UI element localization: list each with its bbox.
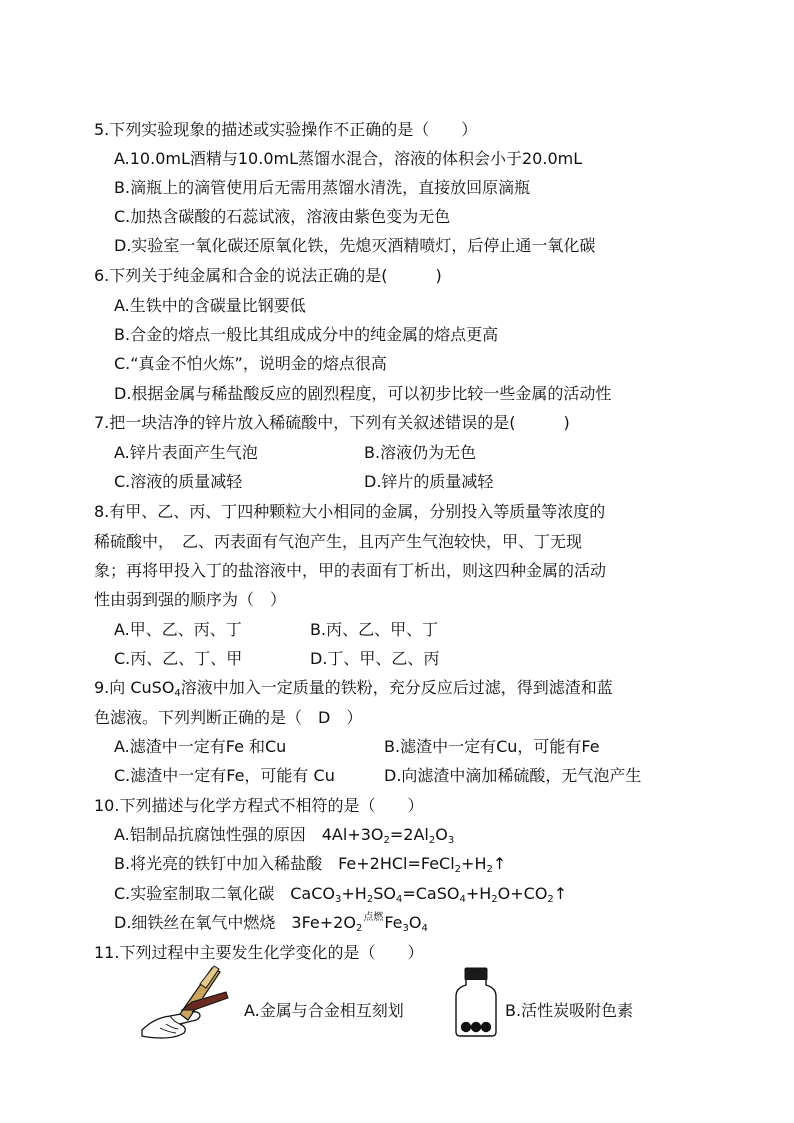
q8-stem-line1: 8.有甲、乙、丙、丁四种颗粒大小相同的金属，分别投入等质量等浓度的	[94, 502, 606, 521]
q5-option-a: A.10.0mL酒精与10.0mL蒸馏水混合，溶液的体积会小于20.0mL	[114, 149, 583, 168]
scratching-metals-illustration	[140, 962, 232, 1042]
q7-stem: 7.把一块洁净的锌片放入稀硫酸中，下列有关叙述错误的是( )	[94, 413, 570, 432]
reaction-condition: 点燃	[363, 912, 384, 923]
q10-option-a: A.铝制品抗腐蚀性强的原因 $4Al+3O_2=2Al_2O_3$	[114, 825, 455, 846]
q9-stem-line2: 色滤液。下列判断正确的是（ D ）	[94, 708, 363, 727]
q5-option-c: C.加热含碳酸的石蕊试液，溶液由紫色变为无色	[114, 207, 451, 226]
q8-stem-line3: 象；再将甲投入丁的盐溶液中，甲的表面有丁析出，则这四种金属的活动	[94, 561, 607, 580]
q11-option-b: B.活性炭吸附色素	[505, 1001, 634, 1020]
q8-stem-line2: 稀硫酸中， 乙、丙表面有气泡产生，且丙产生气泡较快，甲、丁无现	[94, 532, 583, 551]
q5-stem: 5.下列实验现象的描述或实验操作不正确的是（ ）	[94, 120, 478, 139]
q8-option-b: B.丙、乙、甲、丁	[310, 620, 439, 639]
q9-option-d: D.向滤渣中滴加稀硫酸，无气泡产生	[384, 766, 642, 785]
q11-stem: 11.下列过程中主要发生化学变化的是（ ）	[94, 943, 424, 962]
activated-carbon-jar-illustration	[452, 966, 500, 1038]
q5-option-d: D.实验室一氧化碳还原氧化铁，先熄灭酒精喷灯，后停止通一氧化碳	[114, 236, 596, 255]
q7-option-d: D.锌片的质量减轻	[364, 472, 494, 491]
q7-option-a: A.锌片表面产生气泡	[114, 443, 258, 462]
q5-option-b: B.滴瓶上的滴管使用后无需用蒸馏水清洗，直接放回原滴瓶	[114, 178, 531, 197]
q9-option-a: A.滤渣中一定有Fe 和Cu	[114, 737, 287, 756]
q10-option-b: B.将光亮的铁钉中加入稀盐酸 $Fe+2HCl=FeCl_2+H_2↑$	[114, 854, 507, 875]
q10-option-d: D.细铁丝在氧气中燃烧 $3Fe+2O_2^{点燃}Fe_3O_4$	[114, 912, 428, 934]
q6-option-a: A.生铁中的含碳量比钢要低	[114, 296, 306, 315]
q9-stem-line1: 9.向 CuSO$_4$溶液中加入一定质量的铁粉，充分反应后过滤，得到滤渣和蓝	[94, 678, 613, 699]
q8-option-a: A.甲、乙、丙、丁	[114, 620, 242, 639]
q6-stem: 6.下列关于纯金属和合金的说法正确的是( )	[94, 266, 442, 285]
q6-option-c: C.“真金不怕火炼”，说明金的熔点很高	[114, 354, 387, 373]
q11-option-a: A.金属与合金相互刻划	[244, 1001, 404, 1020]
q7-option-b: B.溶液仍为无色	[364, 443, 477, 462]
q8-option-d: D.丁、甲、乙、丙	[310, 649, 440, 668]
q6-option-b: B.合金的熔点一般比其组成成分中的纯金属的熔点更高	[114, 325, 499, 344]
q9-option-c: C.滤渣中一定有Fe，可能有 Cu	[114, 766, 335, 785]
q8-stem-line4: 性由弱到强的顺序为（ ）	[94, 590, 287, 609]
q6-option-d: D.根据金属与稀盐酸反应的剧烈程度，可以初步比较一些金属的活动性	[114, 384, 612, 403]
q10-stem: 10.下列描述与化学方程式不相符的是（ ）	[94, 796, 424, 815]
q7-option-c: C.溶液的质量减轻	[114, 472, 243, 491]
q10-option-c: C.实验室制取二氧化碳 $CaCO_3+H_2SO_4=CaSO_4+H_2O+CO_2↑$	[114, 884, 568, 905]
q9-option-b: B.滤渣中一定有Cu，可能有Fe	[384, 737, 600, 756]
q8-option-c: C.丙、乙、丁、甲	[114, 649, 243, 668]
